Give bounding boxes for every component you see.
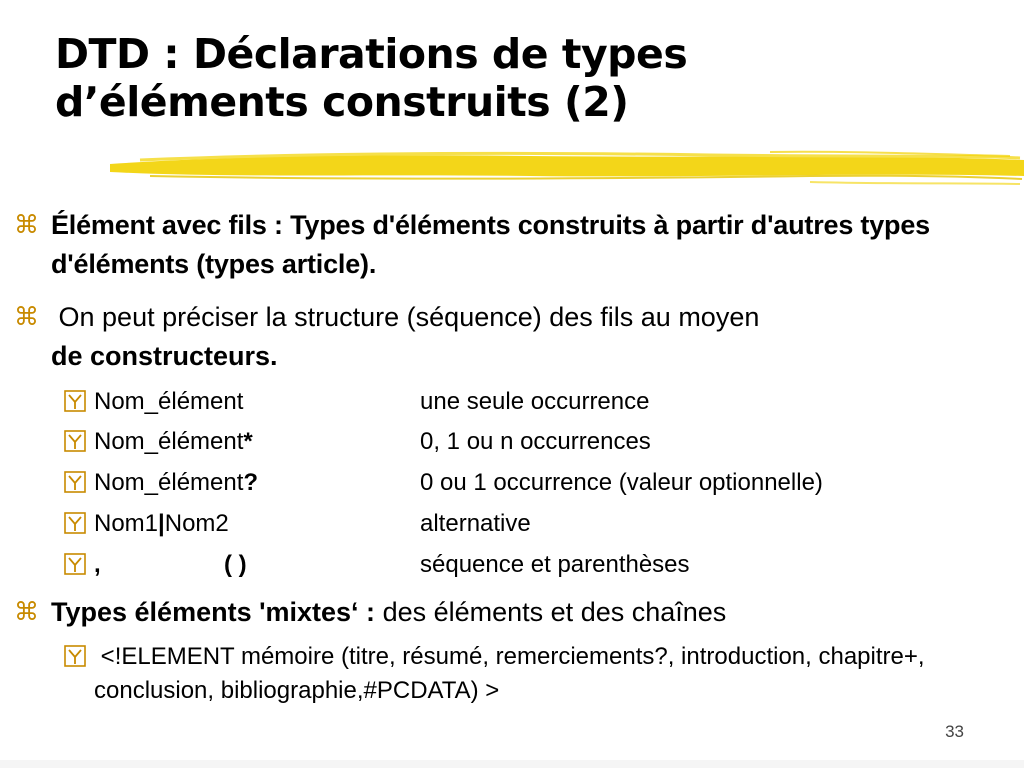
y-checkbox-icon <box>64 390 86 412</box>
example-text: <!ELEMENT mémoire (titre, résumé, remerciements?, introduction, chapitre+, conclusion, bibliographie,#PCDATA) > <box>94 643 925 704</box>
bottom-edge <box>0 760 1024 768</box>
constructor-meaning: séquence et parenthèses <box>420 551 690 578</box>
constructor-meaning: une seule occurrence <box>420 388 650 415</box>
bullet-structure <box>14 298 1004 378</box>
constructor-syntax: Nom_élément <box>94 388 244 415</box>
bullet-bold-rest: Types d'éléments construits à partir d'autres types d'éléments (types article). <box>51 210 930 279</box>
command-key-icon: ⌘ <box>14 303 39 331</box>
page-number: 33 <box>945 722 964 741</box>
constructor-syntax: , ( ) <box>94 551 247 578</box>
constructor-meaning: alternative <box>420 510 531 537</box>
constructor-syntax: Nom1|Nom2 <box>94 510 229 537</box>
bullet-normal-text: des éléments et des chaînes <box>382 597 727 627</box>
slide-title-line2: d’éléments construits (2) <box>55 78 629 126</box>
bullet-text <box>51 298 1006 376</box>
command-key-icon: ⌘ <box>14 211 39 239</box>
bullet-mixed-types <box>14 593 1004 633</box>
bullet-element-with-children <box>14 206 1004 286</box>
bullet-normal-text: On peut préciser la structure (séquence) des fils au moyen <box>58 302 760 332</box>
constructor-meaning: 0, 1 ou n occurrences <box>420 428 651 455</box>
bullet-text <box>51 206 1006 284</box>
constructor-syntax: Nom_élément? <box>94 469 259 496</box>
y-checkbox-icon <box>64 512 86 534</box>
y-checkbox-icon <box>64 471 86 493</box>
bullet-bold-text: Types éléments 'mixtes‘ : <box>51 597 376 627</box>
bullet-text <box>51 593 1006 632</box>
constructor-syntax: Nom_élément* <box>94 428 253 455</box>
slide-title <box>55 30 687 126</box>
command-key-icon: ⌘ <box>14 598 39 626</box>
slide-title-line1: DTD : Déclarations de types <box>55 30 688 78</box>
y-checkbox-icon <box>64 430 86 452</box>
y-checkbox-icon <box>64 645 86 667</box>
bullet-bold-text: de constructeurs. <box>51 341 278 371</box>
bullet-bold-lead: Élément avec fils : <box>51 210 283 240</box>
constructor-meaning: 0 ou 1 occurrence (valeur optionnelle) <box>420 469 823 496</box>
y-checkbox-icon <box>64 553 86 575</box>
highlighter-stroke <box>110 146 1024 188</box>
